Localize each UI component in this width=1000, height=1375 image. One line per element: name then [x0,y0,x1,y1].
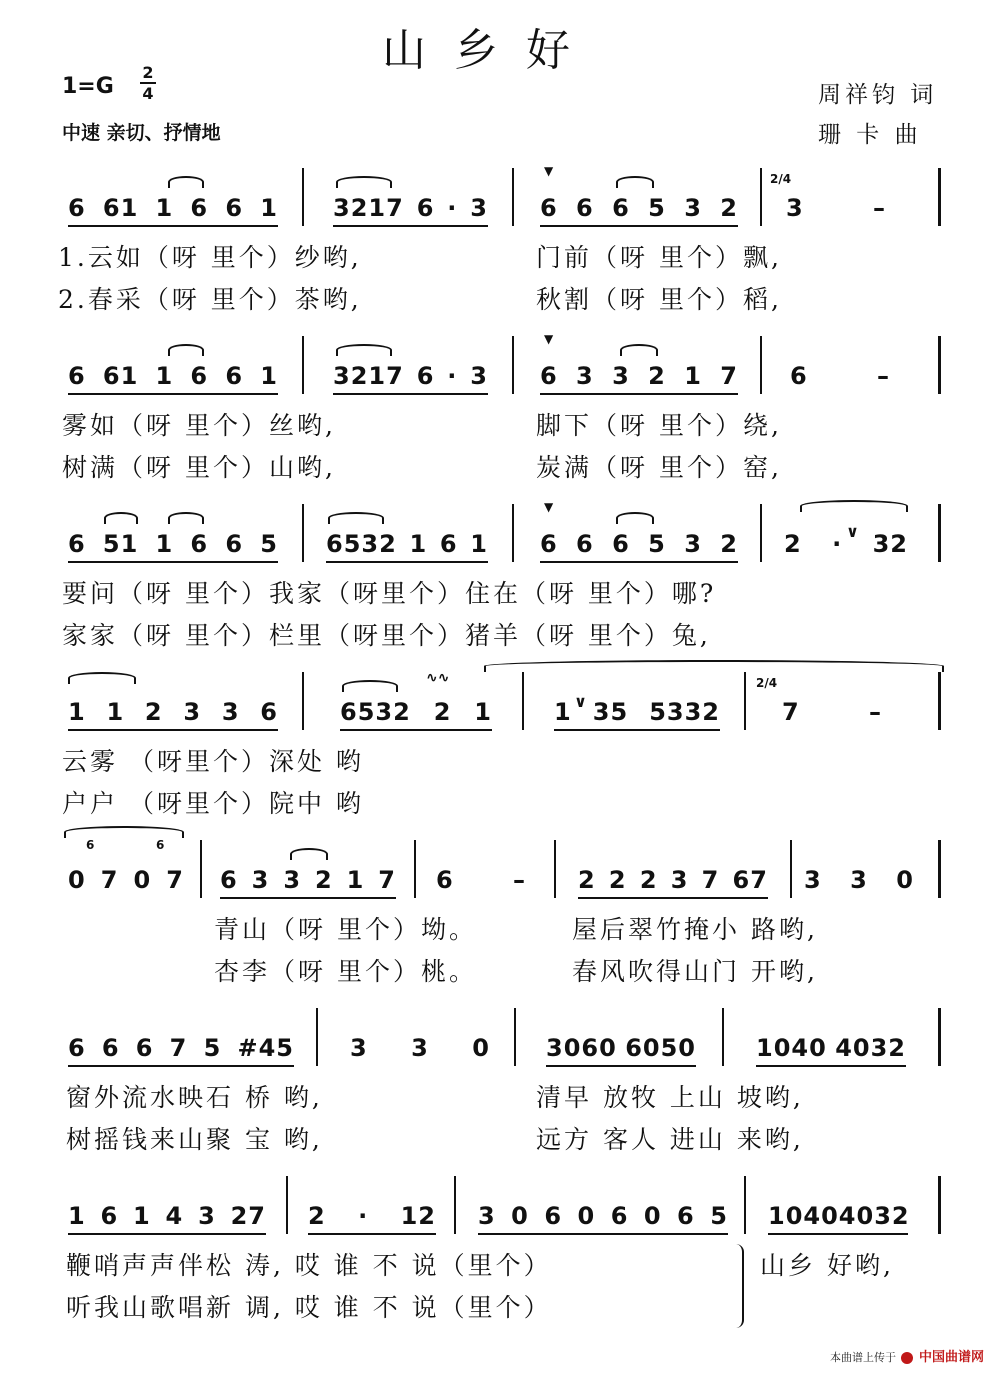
lyric-line: 户户 （呀里个）院中 哟 [62,789,364,818]
barline [302,672,304,730]
measure [436,854,526,894]
measure [578,854,768,894]
measure [68,854,184,894]
note-group: 6 [677,1202,695,1230]
time-signature-bottom: 4 [142,84,154,103]
note-group: 1 [260,194,278,222]
barline [512,336,514,394]
note-group: 1 [409,530,428,558]
note-group: 1 [346,866,365,894]
upload-note: 本曲谱上传于 [829,1351,896,1364]
note-group: 3 [670,866,689,894]
slur [616,512,654,524]
note-group: 7 [378,866,396,894]
lyric-line: 云雾 （呀里个）深处 哟 [62,747,364,776]
note-group: 1 [470,530,488,558]
note-group: 6 [540,362,558,390]
accent-mark: ▼ [544,500,554,514]
slur [168,176,204,188]
lyric-line: 2.春采（呀 里个）茶哟, [58,285,362,314]
note-group: 51 [102,530,139,558]
note-group: 0 [577,1202,596,1230]
note-group: 1 [68,1202,86,1230]
measure [786,182,886,222]
note-group: 0 [511,1202,529,1230]
lyric-line: 杏李（呀 里个）桃。 [214,957,477,986]
measure [756,1022,906,1062]
time-signature-top: 2 [142,63,154,82]
note-group: 61 [102,194,139,222]
note-group: #45 [237,1034,294,1062]
slur [620,344,658,356]
slur [800,500,908,512]
note-group: 6 [612,194,630,222]
score-system-5 [0,832,1000,1002]
note-group: 0 [643,1202,662,1230]
note-group: 6 [576,194,594,222]
note-group: 2 [578,866,596,894]
lyric-line: 门前（呀 里个）飘, [536,243,782,272]
barline [938,336,941,394]
note-group: 0 [896,866,914,894]
meter-change: 2/4 [770,172,792,186]
note-group: 6 [220,866,238,894]
note-group: 7 [782,698,800,726]
note-group: 7 [720,362,738,390]
barline [760,168,762,226]
measure [804,854,914,894]
barline [790,840,792,898]
site-name: 中国曲谱网 [918,1350,984,1365]
lyric-line: 脚下（呀 里个）绕, [536,411,782,440]
lyric-line: 远方 客人 进山 来哟, [536,1125,804,1154]
mordent-mark: ∿∿ [426,670,450,686]
measure [333,350,488,390]
measure [340,686,492,726]
note-group: 5 [648,530,666,558]
barline [512,504,514,562]
note-group: 27 [230,1202,266,1230]
score-system-4 [0,664,1000,834]
measure [540,518,738,558]
note-group: 3 [470,362,488,390]
breath-mark: ∨ [846,522,859,541]
barline [938,1176,941,1234]
note-group: 6 [436,866,454,894]
measure [68,350,278,390]
slur [168,512,204,524]
note-group: 4 [165,1202,184,1230]
note-group: 1 [260,362,278,390]
accent-mark: ▼ [544,164,554,178]
score-system-6 [0,1000,1000,1170]
note-group: 3 [283,866,302,894]
score-system-1 [0,160,1000,330]
note-group: 5 [648,194,666,222]
slur [104,512,138,524]
note-group: 0 [133,866,152,894]
note-group: – [873,194,886,222]
barline [722,1008,724,1066]
note-group: 2 [648,362,666,390]
note-group: 3 [684,194,702,222]
time-signature [140,64,156,102]
measure [68,518,278,558]
note-group: 3 [612,362,630,390]
barline [316,1008,318,1066]
note-group: 3217 [333,194,404,222]
note-group: 6 [68,530,86,558]
lyric-line: 要问（呀 里个）我家（呀里个）住在（呀 里个）哪? [62,579,717,608]
slur [168,344,204,356]
measure [308,1190,436,1230]
note-group: 2 [314,866,333,894]
slur [328,512,384,524]
note-group: 6 [540,194,558,222]
note-group: 5 [260,530,278,558]
barline [744,672,746,730]
note-group: 6532 [326,530,397,558]
barline [514,1008,516,1066]
note-group: 1 [106,698,125,726]
note-group: 3 [221,698,240,726]
note-group: · [832,530,843,558]
lyric-line: 1.云如（呀 里个）纱哟, [58,243,362,272]
tempo-marking: 中速 亲切、抒情地 [62,122,221,144]
measure [790,350,890,390]
note-group: 5 [203,1034,222,1062]
note-group: 6 [260,698,278,726]
note-group: – [513,866,526,894]
note-group: 1 [554,698,572,726]
note-group: 6 [540,530,558,558]
footer-credit [830,1346,984,1365]
barline [522,672,524,730]
accent-mark: ▼ [544,332,554,346]
meter-change: 2/4 [756,676,778,690]
note-group: 6 [190,530,209,558]
slur [342,680,398,692]
note-group: 3 [183,698,202,726]
note-group: 2 [639,866,658,894]
note-group: 1040 [756,1034,827,1062]
note-group: 6 [544,1202,563,1230]
note-group: 6 [100,1202,119,1230]
barline [744,1176,746,1234]
slur [336,344,392,356]
note-group: 1 [68,698,86,726]
barline [302,168,304,226]
barline [512,168,514,226]
note-group: 6 [439,530,458,558]
note-group: · [447,362,458,390]
measure [68,182,278,222]
note-group: 3 [786,194,804,222]
note-group: 12 [400,1202,436,1230]
score-system-2 [0,328,1000,498]
note-group: 3 [478,1202,496,1230]
note-group: 5 [710,1202,728,1230]
note-group: 3 [198,1202,216,1230]
note-group: 1 [133,1202,151,1230]
measure [478,1190,728,1230]
barline [302,504,304,562]
note-group: 6 [790,362,808,390]
measure [326,518,488,558]
grace-note: 6 [156,838,165,852]
measure [782,686,882,726]
note-group: 6 [225,362,244,390]
note-group: 6 [68,194,86,222]
note-group: 35 [592,698,629,726]
note-group: 6 [612,530,630,558]
lyric-line: 雾如（呀 里个）丝哟, [62,411,336,440]
note-group: 4032 [838,1202,910,1230]
measure [554,686,720,726]
barline [414,840,416,898]
lyric-line: 树满（呀 里个）山哟, [62,453,336,482]
note-group: 1 [474,698,492,726]
note-group: 3217 [333,362,404,390]
barline [286,1176,288,1234]
slur [484,660,944,672]
note-group: 3 [350,1034,368,1062]
note-group: 32 [872,530,908,558]
barline [760,504,762,562]
measure [68,1190,266,1230]
note-group: 3 [251,866,270,894]
note-group: 6 [576,530,594,558]
barline [938,1008,941,1066]
site-logo-icon [901,1352,913,1364]
note-group: 6 [135,1034,154,1062]
note-group: · [447,194,458,222]
lyric-line: 青山（呀 里个）坳。 [214,915,477,944]
measure [768,1190,908,1230]
note-group: 6 [416,194,435,222]
measure [333,182,488,222]
note-group: 0 [472,1034,490,1062]
note-group: 6 [101,1034,120,1062]
repeat-bracket [736,1244,744,1328]
page-title: 山乡好 [382,25,598,76]
lyric-line: 鞭哨声声伴松 涛, 哎 谁 不 说（里个） [66,1251,552,1280]
lyric-line: 家家（呀 里个）栏里（呀里个）猪羊（呀 里个）兔, [62,621,711,650]
barline [938,672,941,730]
score-system-7 [0,1168,1000,1338]
measure [350,1022,490,1062]
note-group: 1 [684,362,702,390]
lyric-line: 炭满（呀 里个）窑, [536,453,782,482]
note-group: 7 [166,866,184,894]
slur [64,826,184,838]
lyricist-credit: 周祥钧 词 [818,82,938,108]
note-group: 2 [433,698,452,726]
score-system-3 [0,496,1000,666]
measure [68,686,278,726]
note-group: 2 [720,530,738,558]
note-group: · [358,1202,369,1230]
lyric-line: 清早 放牧 上山 坡哟, [536,1083,804,1112]
measure [784,518,908,558]
note-group: – [869,698,882,726]
note-group: 61 [102,362,139,390]
note-group: 2 [720,194,738,222]
composer-credit: 珊 卡 曲 [818,122,922,148]
lyric-line: 秋割（呀 里个）稻, [536,285,782,314]
note-group: 2 [784,530,802,558]
note-group: 6 [190,194,209,222]
note-group: 3 [576,362,594,390]
lyric-line: 树摇钱来山聚 宝 哟, [66,1125,323,1154]
measure [220,854,396,894]
note-group: 2 [308,1202,326,1230]
note-group: 7 [701,866,720,894]
slur [616,176,654,188]
lyric-line: 屋后翠竹掩小 路哟, [572,915,818,944]
note-group: 6 [225,530,244,558]
slur [336,176,392,188]
note-group: 6050 [625,1034,696,1062]
slur [290,848,328,860]
note-group: 2 [608,866,627,894]
note-group: 3060 [546,1034,617,1062]
lyric-line: 春风吹得山门 开哟, [572,957,818,986]
grace-note: 6 [86,838,95,852]
note-group: – [877,362,890,390]
measure [540,350,738,390]
note-group: 6 [610,1202,629,1230]
barline [302,336,304,394]
lyric-line: 听我山歌唱新 调, 哎 谁 不 说（里个） [66,1293,552,1322]
note-group: 2 [144,698,163,726]
barline [938,168,941,226]
barline [454,1176,456,1234]
note-group: 3 [684,530,702,558]
barline [938,840,941,898]
lyric-line: 山乡 好哟, [760,1251,894,1280]
note-group: 6 [416,362,435,390]
note-group: 1 [155,362,174,390]
barline [760,336,762,394]
key-signature: 1=G [62,74,114,99]
note-group: 3 [470,194,488,222]
note-group: 6 [190,362,209,390]
lyric-line: 窗外流水映石 桥 哟, [66,1083,323,1112]
measure [546,1022,696,1062]
note-group: 6532 [340,698,411,726]
note-group: 0 [68,866,86,894]
note-group: 6 [68,1034,86,1062]
measure [68,1022,294,1062]
note-group: 67 [732,866,768,894]
note-group: 6 [68,362,86,390]
note-group: 1 [155,530,174,558]
slur [68,672,136,684]
note-group: 7 [100,866,119,894]
measure [540,182,738,222]
note-group: 7 [169,1034,188,1062]
note-group: 4032 [835,1034,906,1062]
note-group: 5332 [649,698,720,726]
breath-mark: ∨ [574,692,587,711]
barline [200,840,202,898]
barline [554,840,556,898]
note-group: 1040 [768,1202,839,1230]
barline [938,504,941,562]
note-group: 6 [225,194,244,222]
note-group: 3 [804,866,822,894]
note-group: 3 [411,1034,429,1062]
note-group: 1 [155,194,174,222]
note-group: 3 [850,866,868,894]
